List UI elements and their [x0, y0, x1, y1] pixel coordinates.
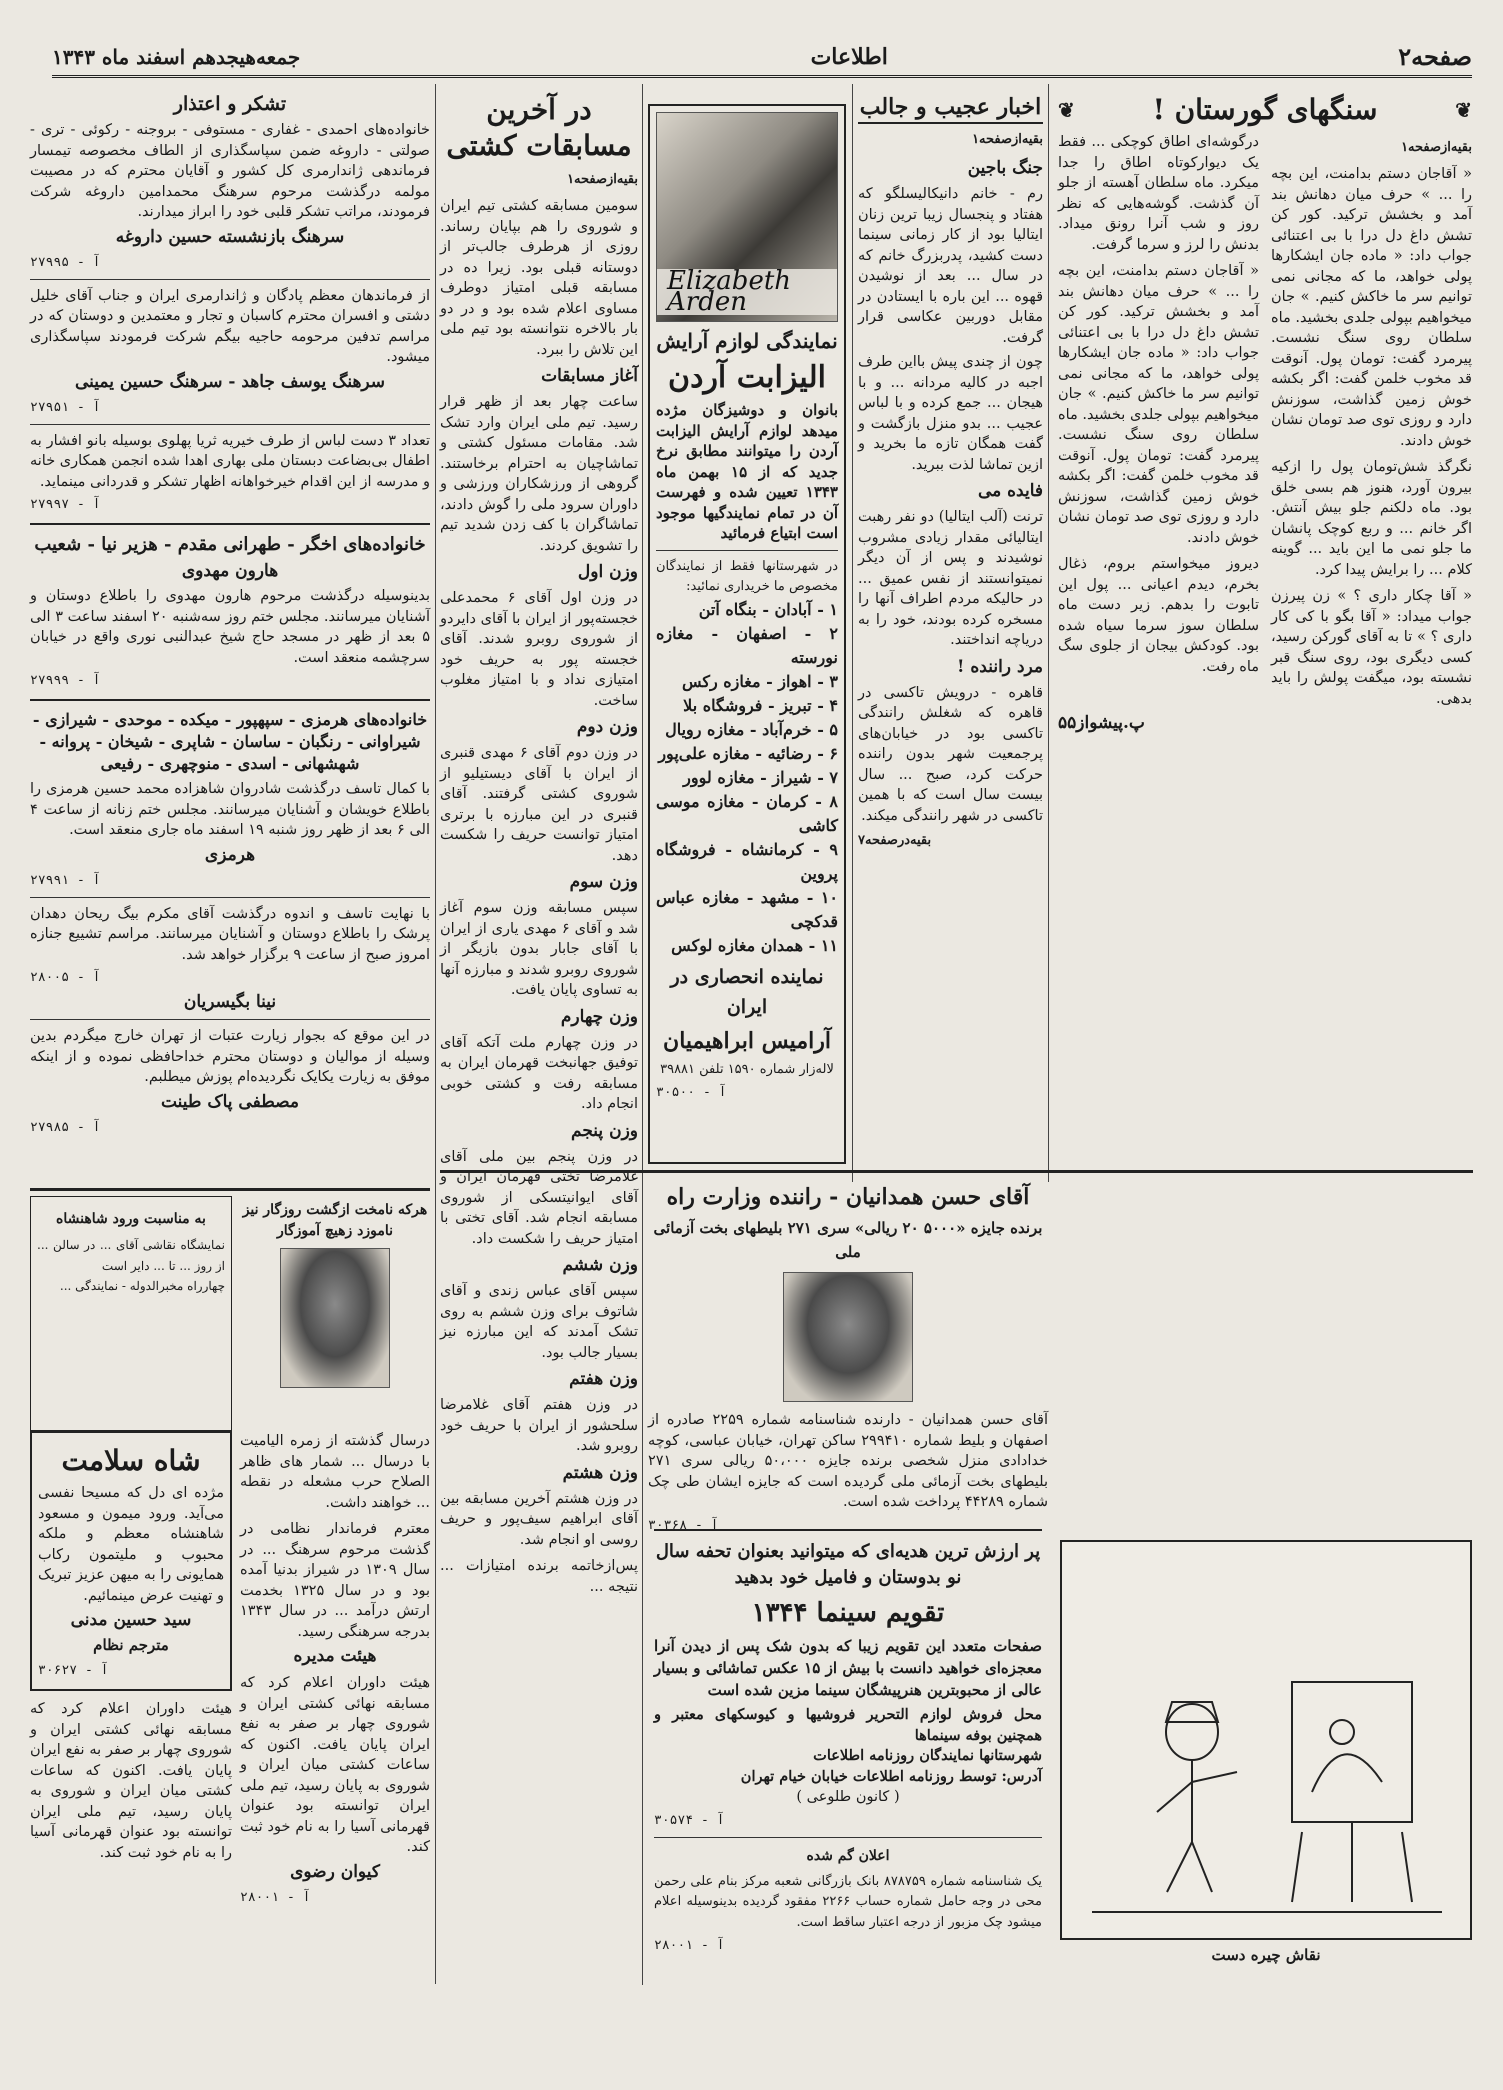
notice-code: آ - ۲۷۹۹۱	[30, 872, 101, 888]
wrestling-paragraph: در وزن دوم آقای ۶ مهدی‌ قنبری از ایران با آقای دیستیلیو از شوروی کشتی گرفتند. آقای قنبری در این مبارزه با برتری امتیاز توانست حریف را شکست دهد.	[440, 745, 638, 864]
continued-label: بقیه‌ازصفحه۱	[1401, 140, 1472, 155]
winner-sub: برنده جایزه «۵۰۰۰ ۲۰ ریالی» سری ۲۷۱ بلیطهای بخت آزمائی ملی	[653, 1219, 1043, 1261]
cartoon-panel	[1060, 1540, 1472, 1940]
canvas-easel	[1292, 1682, 1412, 1822]
painter-head	[1166, 1704, 1218, 1760]
graves-author: پ.پیشواز۵۵	[1058, 713, 1145, 733]
dealer-item: ۱۱ - همدان مغازه لوکس	[671, 935, 838, 955]
divider	[30, 279, 430, 280]
divider	[30, 523, 430, 525]
wrestling-paragraph: در وزن اول آقای ۶ محمدعلی خجسته‌پور از ایران با آقای دایردو از شوروی روبرو شدند. آقای خجسته پور به حریف خود امتیازی نداد و با امتیاز مغلوب ساخت.	[440, 590, 638, 709]
ad-rep: نماینده انحصاری در ایران	[670, 965, 824, 1018]
ad-title: نمایندگی لوازم آرایش	[656, 329, 838, 353]
notice-body: با نهایت تاسف و اندوه درگذشت آقای مکرم بیگ ریحان دهدان پرشک را باطلاع دوستان و آشنایان میرسانند. مراسم تشییع جنازه امروز صبح از ساعت ۹ برگزار خواهد شد.	[30, 905, 430, 963]
wrestling-paragraph: سپس مسابقه وزن سوم آغاز شد و آقای ۶ مهدی یاری از ایران با آقای جابار بدون بازیگر از شوروی روبرو شدند و مبارزه آنها به تساوی پایان یافت.	[440, 900, 638, 998]
odd-paragraph: چون از چندی پیش بااین طرف اجبه در کالیه مردانه ... و با هیجان ... جمع کرده و با لباس عجیب ... بدو منزل بازگشت و گفت همگان تازه ما بخرید و ازین تماشا لذت ببرید.	[858, 354, 1043, 473]
column-rule	[435, 84, 436, 1984]
wrestling-story	[440, 88, 638, 1983]
ad-text: بانوان و دوشیزگان مژده میدهد لوازم آرایش الیزابت آردن را میتوانند مطابق نرخ جدید که از ۱۵ بهمن ماه ۱۳۴۳ تعیین شده و فهرست آن در تمام نمایندگیها موجود است ابتیاع فرمائید	[656, 401, 838, 542]
wrestling-paragraph: در وزن هشتم آخرین مسابقه بین آقای ابراهیم سیف‌پور و حریف روسی او انجام شد.	[440, 1490, 638, 1548]
wrestling-paragraph: در وزن پنجم بین ملی آقای غلامرضا تختی قهرمان ایران و آقای ایوانیتسکی از شوروی مسابقه انجام شد. آقای تختی با امتیاز حریف را شکست داد.	[440, 1148, 638, 1247]
memorial-text: معترم فرماندار نظامی در گذشت مرحوم سرهنگ ... در سال ۱۳۰۹ در شیراز بدنیا آمده بود و در سال ۱۳۲۵ بخدمت ارتش درآمد ... در سال ۱۳۴۳ بدرجه سرهنگی رسید.	[240, 1521, 431, 1640]
odd-paragraph: قاهره - درویش تاکسی در قاهره که شغلش رانندگی تاکسی بود در خیابان‌های پرجمعیت شهر بدون راننده حرکت کرد، صبح ... سال بیست سال است که با همین تاکسی در شهر رانندگی میکند.	[858, 684, 1043, 824]
dealer-item: ۶ - رضائیه - مغازه علی‌پور	[658, 743, 838, 763]
painter-legs	[1167, 1842, 1212, 1892]
shah-ad-sig2: مترجم نظام	[93, 1636, 169, 1654]
memorial-text: درسال گذشته از زمره الیامیت با درسال ... شمار های ظاهر الصلاح حرب مشعله در نقطه ... خواهند داشت.	[240, 1433, 430, 1511]
memorial-code: آ - ۲۸۰۰۱	[240, 1889, 311, 1905]
notice-signature: هرمزی	[204, 844, 256, 865]
odd-paragraph: ترنت (آلب ایتالیا) دو نفر رهبت ایتالیائی مقدار زیادی مشروب نوشیدند و پس از آن دیگر نمیتوانستند از نفس عمیق ... در حالیکه مردم اطراف آنها را مسخره کرده بودند، خود را به دریاچه انداختند.	[858, 509, 1043, 648]
continued-on: بقیه‌درصفحه۷	[858, 833, 932, 848]
wrestling-paragraph: سومین مسابقه کشتی تیم ایران و شوروی را هم بپایان رساند. روزی از هرطرف جالب‌تر از دوستانه قبلی بود. زیرا ده در مسابقه قبلی امتیاز دوطرف مساوی اعلام شده بود و در دو بار بالاخره نتوانسته بود تیم ملی این تلاش را ببرد.	[440, 198, 638, 358]
notice-title: خانواده‌های اخگر - طهرانی مقدم - هزیر نیا - شعیب	[34, 534, 426, 555]
dealer-item: ۷ - شیراز - مغازه لوور	[683, 767, 838, 787]
notice-body: تعداد ۳ دست لباس از طرف خیریه ثریا پهلوی بوسیله بانو افشار به اطفال بی‌بضاعت دبستان ملی بهاری اهدا شده انجمن همکاری خانه و مدرسه از این اقدام خیرخواهانه اظهار تشکر و قدردانی مینماید.	[30, 432, 430, 490]
calendar-name: تقویم سینما ۱۳۴۴	[751, 1598, 945, 1628]
ad-company: آرامیس ابراهیمیان	[663, 1027, 831, 1054]
calendar-sale: شهرستانها نمایندگان روزنامه اطلاعات	[813, 1747, 1042, 1764]
gallery-line: به مناسبت ورود شاهنشاه	[56, 1211, 206, 1227]
divider	[30, 897, 430, 898]
divider	[30, 699, 430, 701]
elizabeth-arden-ad	[648, 104, 846, 1164]
column-rule	[642, 1165, 643, 1985]
graves-paragraph: « آقاجان دستم بدامنت، این بچه را ... » حرف میان دهانش بند آمد و بخشش ترکید. کور کن تشش داغ دل درا با بی اعتنائی جواب داد: « ماده جان ایشکارها پولی خواهد، ما که مجانی نمی توانیم سر ما خاکش کنیم. » جان میخواهیم بپولی جلدی بخشید. ماه سلطان روی سنگ نشست. پیرمرد گفت: تومان پول. آنوقت قد مخوب خلمن گفت: اگر بکشه خوش زمین گذاشت، سوزنش دارد و روزی توی صد تومان نشان خوش دادند.	[1271, 166, 1472, 449]
memorial-sig: هیئت مدیره	[293, 1646, 377, 1666]
notice-body: در این موقع که بجوار زیارت عتبات از تهران خارج میگردم بدین وسیله از موالیان و دوستان محترم خداحافظی نموده و از اینکه موفق به زیارت یکایک نگردیده‌ام پوزش میطلبم.	[30, 1028, 430, 1085]
easel-legs	[1292, 1822, 1412, 1902]
ornament-icon: ❦	[1455, 98, 1472, 122]
dealer-item: ۳ - اهواز - مغازه رکس	[681, 671, 838, 691]
dealer-item: ۱۰ - مشهد - مغازه عباس قدکچی	[656, 887, 838, 931]
portrait-photo	[280, 1248, 390, 1388]
wrestling-footer: پس‌ازخاتمه برنده امتیازات ... نتیجه ...	[440, 1558, 638, 1595]
cosmetics-photo	[656, 112, 838, 322]
calendar-sale: محل فروش لوازم التحریر فروشیها و کیوسکهای معتبر و همچنین بوفه سینماها	[654, 1706, 1042, 1744]
notice-signature: مصطفی پاک طینت	[160, 1091, 299, 1112]
masthead	[52, 38, 1472, 78]
wrestling-paragraph: در وزن چهارم ملت آتکه آقای توفیق جهانبخت قهرمان ایران به مسابقه رفت و کشتی خوبی انجام داد.	[440, 1034, 638, 1112]
continued-label: بقیه‌ازصفحه۱	[567, 172, 638, 187]
brand-logo: Elizabeth Arden	[657, 269, 837, 315]
section-rule	[440, 1170, 1473, 1173]
notice-body: بدینوسیله درگذشت مرحوم هارون مهدوی را باطلاع دوستان و آشنایان میرسانند. مجلس ختم روز سه‌شنبه ۲۰ اسفند ساعت ۳ الی ۵ بعد از ظهر در مسجد حاج شیخ عبدالنبی نوری واقع در خیابان سرچشمه منعقد است.	[30, 588, 430, 666]
canvas-sketch	[1312, 1754, 1382, 1792]
shah-ad-sig: سید حسین مدنی	[70, 1610, 192, 1630]
weight-class-title: وزن هشتم	[562, 1462, 638, 1483]
wrestling-paragraph: ساعت چهار بعد از ظهر قرار رسید. تیم ملی ایران وارد تشک شد. مقامات مسئول کشتی و تماشاچیان به احترام برخاستند. گروهی از ورزشکاران ورزشی و داوران سرود ملی را گوش دادند، تماشاگران با کف زدن شدید تیم را تشویق کردند.	[440, 394, 638, 554]
shah-ad-title: شاه سلامت	[61, 1444, 201, 1477]
results-text: هیئت داوران اعلام کرد که مسابقه نهائی کشتی ایران و شوروی چهار بر صفر به نفع ایران پایان یافت. اکنون که ساعات کشتی میان ایران و شوروی به پایان رسید، تیم ملی ایران توانسته بود عنوان قهرمانی آسیا را به نام خود ثبت کند.	[30, 1701, 232, 1861]
notice-code: آ - ۲۷۹۹۷	[30, 497, 101, 512]
wrestling-paragraph: در وزن هفتم آقای غلامرضا سلحشور از ایران با حریف خود روبرو شد.	[440, 1397, 638, 1454]
ad-list-title: در شهرستانها فقط از نمایندگان مخصوص ما خریداری نمائید:	[656, 558, 838, 594]
portrait-caption: هرکه نامخت ازگشت روزگار نیز ناموزد زهیچ آموزگار	[242, 1202, 428, 1239]
notice-title: خانواده‌های هرمزی - سپهپور - میکده - موحدی - شیرازی - شیراوانی - رنگبان - ساسان - شاپری - شیخان - پروانه - شهشهانی - اسدی - منوچهری - رفیعی	[32, 710, 428, 773]
divider	[30, 1019, 430, 1020]
graves-paragraph: « آقاجان دستم بدامنت، این بچه را ... » حرف میان دهانش بند آمد و بخشش ترکید. کور کن تشش داغ دل درا با بی اعتنائی جواب داد: « ماده جان ایشکارها پولی خواهد، ما که مجانی نمی توانیم سر ما خاکش کنیم. » جان میخواهیم بپولی جلدی بخشید. ماه سلطان روی سنگ نشست. پیرمرد گفت: تومان پول. آنوقت قد مخوب خلمن گفت: اگر بکشه خوش زمین گذاشت، سوزنش دارد و روزی توی صد تومان نشان خوش دادند.	[1058, 263, 1259, 546]
gallery-ad	[30, 1196, 232, 1431]
memorial-sig: کیوان رضوی	[290, 1861, 380, 1882]
notice-code: آ - ۲۷۹۹۵	[30, 254, 101, 270]
notice-body: با کمال تاسف درگذشت شادروان شاهزاده محمد حسین هرمزی را باطلاع خویشان و آشنایان میرسانند. مجلس ختم زنانه از ساعت ۴ الی ۶ بعد از ظهر روز شنبه ۱۹ اسفند ماه جاری منعقد است.	[30, 781, 430, 838]
weight-class-title: وزن هفتم	[569, 1369, 638, 1389]
notice-code: آ - ۲۸۰۰۵	[30, 970, 101, 985]
weight-class-title: وزن پنجم	[571, 1120, 638, 1141]
lost-body: یک شناسنامه شماره ۸۷۸۷۵۹ بانک بازرگانی شعبه مرکز بنام علی رحمن محی در وجه حامل شماره حساب ۲۲۶۶ مفقود گردیده بدینوسیله اعلام میشود چک مزبور از درجه اعتبار ساقط است.	[654, 1873, 1042, 1930]
memorial-text: هیئت داوران اعلام کرد که مسابقه نهائی کشتی ایران و شوروی چهار بر صفر به نفع ایران پایان یافت. اکنون که ساعات کشتی میان ایران و شوروی به پایان رسید، تیم ملی ایران توانسته بود عنوان قهرمانی آسیا را به نام خود ثبت کند.	[240, 1675, 430, 1855]
weight-class-title: وزن چهارم	[560, 1006, 638, 1027]
winner-code: آ - ۳۰۳۶۸	[648, 1517, 719, 1533]
shah-ad	[30, 1431, 232, 1691]
lost-title: اعلان گم شده	[806, 1847, 890, 1864]
graves-paragraph: نگرگذ شش‌تومان پول را ازکیه بیرون آورد، هنوز هم بسی خلق بود. ماه دلکنم جلو بیش آنتش. اگر خانم ... و ربع کوچک پانشان ما جلو نمی ما این باید ... گوینه کلام ... را برایش پیدا کرد.	[1271, 459, 1472, 578]
issue-date: جمعه‌هیجدهم اسفند ماه ۱۳۴۳	[52, 44, 301, 69]
column-rule	[852, 84, 853, 1182]
notice-signature: سرهنگ بازنشسته حسین داروغه	[115, 226, 345, 247]
cartoon-drawing	[1062, 1542, 1470, 1938]
notice-code: آ - ۲۷۹۸۵	[30, 1119, 101, 1135]
weight-class-title: وزن دوم	[576, 717, 638, 737]
section-rule	[30, 1188, 430, 1191]
divider	[656, 550, 838, 551]
notice-subtitle: هارون مهدوی	[181, 561, 279, 581]
odd-section-title: جنگ باجین	[967, 158, 1043, 178]
column-rule	[642, 84, 643, 1182]
shah-ad-code: آ - ۳۰۶۲۷	[38, 1663, 109, 1678]
notice-signature: سرهنگ یوسف جاهد - سرهنگ حسین یمینی	[74, 371, 386, 392]
lost-code: آ - ۲۸۰۰۱	[654, 1938, 725, 1953]
gallery-line: چهارراه مخبرالدوله - نمایندگی ...	[59, 1279, 225, 1293]
dealer-item: ۲ - اصفهان - مغازه نورسته	[656, 623, 838, 667]
dealer-item: ۴ - تبریز - فروشگاه بلا	[683, 695, 838, 715]
calendar-address: ( کانون طلوعی )	[796, 1789, 900, 1805]
graves-paragraph: دیروز میخواستم بروم، ذغال بخرم، دیدم اعیانی ... پول این تابوت را بدهم. زیر دست ماه سلطان سوز سرما سیاه شده بود. کودکش بیجان از جلوی سگ ماه رفت.	[1058, 556, 1259, 675]
notice-title: تشکر و اعتذار	[173, 93, 287, 115]
shah-ad-body: مژده ای دل که مسیحا نفسی می‌آید. ورود میمون و مسعود شاهنشاه معظم و ملکه محبوب و ملیتمون رکاب همایونی را به میهن عزیز تبریک و تهنیت عرض مینمائیم.	[38, 1485, 224, 1604]
odd-section-title: فایده می	[977, 481, 1043, 501]
odd-news	[858, 88, 1043, 1198]
page-number: صفحه۲	[1398, 42, 1472, 71]
notice-signature: نینا بگیسریان	[183, 992, 277, 1012]
bottom-left-block	[30, 1196, 430, 1996]
newspaper-title: اطلاعات	[810, 43, 888, 70]
winner-title: آقای حسن همدانیان - راننده وزارت راه	[666, 1184, 1030, 1210]
graves-paragraph: « آقا چکار داری ؟ » زن پیرزن جواب میداد: ‌« آقا بگو با کی کار داری ؟ » تا به آقای گورکن رسید، کسی دیگری بود، روی سنگ قبر نشسته بود، میگفت پولش را باید بدهی.	[1271, 588, 1472, 707]
notice-body: خانواده‌های احمدی - غفاری - مستوفی - بروجنه - رکوئی - تری - صولتی - داروغه ضمن سپاسگذاری از الطاف مخصوصه تیمسار فرماندهی ژاندارمری کل کشور و آقایان محترم که در مصیبت مولمه درگذشت مرحوم سرهنگ محمدامین داروغه شرکت فرمودند، مراتب تشکر قلبی خود را ابراز میدارند.	[30, 122, 430, 220]
graves-paragraph: درگوشه‌ای اطاق کوچکی ... فقط یک دیوارکوتاه اطاق را جدا میکرد. ماه سلطان آهسته از جلو آن گذشت. گوشه‌هایی که نظر روز و شب آنرا رونق میداد. بدنش را لرز و سرما گرفت.	[1058, 134, 1259, 253]
odd-paragraph: رم - خانم دانیکالیسلگو که هفتاد و پنجسال زیبا ترین زنان ایتالیا بود از کار زمانی سینما دست کشید، پدربزرگ خانم که در سال ... بعد از نوشیدن قهوه ... این باره با ایستادن در مقابل دوربین عکاسی قرار گرفت.	[858, 186, 1043, 346]
notice-body: از فرماندهان معظم پادگان و ژاندارمری ایران و جناب آقای خلیل دشتی و افسران محترم کاسبان و تجار و معتمدین و دوستان که در مراسم تدفین مرحومه حاجیه بیگم شرکت فرمودند سپاسگذاری میشود.	[30, 287, 430, 365]
weight-class-title: وزن اول	[577, 562, 638, 582]
graves-story	[1058, 88, 1472, 1113]
wrestling-paragraph: سپس آقای عباس زندی و آقای شاتوف برای وزن ششم به روی تشک آمدند که این مبارزه نیز بسیار جالب بود.	[440, 1283, 638, 1361]
notices-column	[30, 88, 430, 1183]
cartoon-caption: نقاش چیره دست	[1211, 1946, 1321, 1964]
odd-section-title: مرد راننده !	[957, 656, 1043, 677]
wrestling-subhead: آغاز مسابقات	[541, 366, 638, 386]
portrait-notice	[240, 1196, 430, 1431]
ad-address: لاله‌زار شماره ۱۵۹۰ تلفن ۳۹۸۸۱	[660, 1061, 834, 1077]
lottery-winner-notice	[648, 1178, 1049, 1533]
dealer-item: ۱ - آبادان - بنگاه آتن	[698, 599, 838, 619]
dealer-item: ۵ - خرم‌آباد - مغازه رویال	[665, 719, 838, 739]
weight-class-title: وزن ششم	[562, 1255, 638, 1275]
ad-brand-fa: الیزابت آردن	[668, 360, 826, 395]
winner-photo	[783, 1272, 913, 1402]
winner-body: آقای حسن همدانیان - دارنده شناسنامه شماره ۲۲۵۹ صادره از اصفهان و بلیط شماره ۲۹۹۴۱۰ ساکن تهران، خیابان عباسی، کوچه خدادادی منزل شخصی برنده جایزه ۵۰،۰۰۰ ریالی سری ۲۷۱ بلیطهای بخت آزمائی ملی گردیده است که جایزه ایشان طی چک شماره ۴۴۲۸۹ پرداخت شده است.	[648, 1412, 1049, 1510]
column-rule	[1048, 84, 1049, 1182]
calendar-address: آدرس: توسط روزنامه اطلاعات خیابان خیام تهران	[740, 1767, 1042, 1785]
graves-title-bar	[1058, 92, 1472, 128]
ornament-icon: ❦	[1058, 98, 1075, 122]
divider	[654, 1837, 1042, 1838]
calendar-title: پر ارزش ترین هدیه‌ای که میتوانید بعنوان تحفه سال نو بدوستان و فامیل خود بدهید	[655, 1541, 1041, 1588]
odd-news-title: اخبار عجیب و جالب	[858, 92, 1043, 124]
dealer-item: ۸ - کرمان - مغازه موسی کاشی	[656, 791, 838, 835]
calendar-code: آ - ۳۰۵۷۴	[654, 1812, 725, 1828]
dealer-item: ۹ - کرمانشاه - فروشگاه پروین	[656, 839, 838, 883]
gallery-line: نمایشگاه نقاشی آقای ... در سالن ... از روز ... تا ... دایر است	[37, 1238, 225, 1273]
painter-body	[1157, 1760, 1237, 1842]
cinema-calendar-ad	[648, 1515, 1048, 1953]
graves-title: سنگهای گورستان !	[1152, 93, 1378, 126]
dealer-list	[656, 598, 838, 958]
continued-label: بقیه‌ازصفحه۱	[972, 132, 1043, 147]
divider	[30, 424, 430, 425]
notice-code: آ - ۲۷۹۹۹	[30, 673, 101, 688]
divider	[654, 1529, 1042, 1531]
canvas-sketch-head	[1330, 1720, 1354, 1744]
ad-code: آ - ۳۰۵۰۰	[656, 1085, 727, 1100]
notice-code: آ - ۲۷۹۵۱	[30, 399, 101, 415]
calendar-body: صفحات متعدد این تقویم زیبا که بدون شک پس از دیدن آنرا معجزه‌ای خواهید دانست با بیش از ۱۵ عکس تماشائی و بسیار عالی از محبوبترین هنرپیشگان سینما مزین شده است	[654, 1637, 1042, 1699]
wrestling-title: در آخرین مسابقات کشتی	[446, 93, 632, 162]
weight-class-title: وزن سوم	[569, 872, 638, 892]
